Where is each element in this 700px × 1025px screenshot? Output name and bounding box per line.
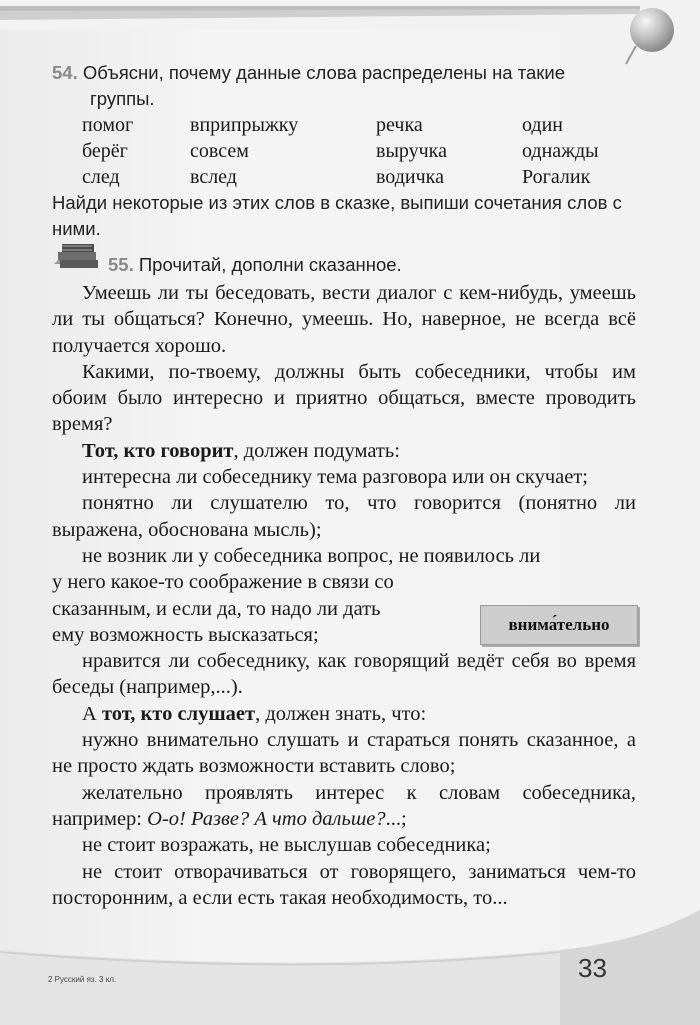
paragraph [52, 780, 636, 833]
paragraph [52, 438, 636, 464]
word: берёг [82, 140, 128, 162]
paragraph: не стоит возражать, не выслушав собеседника; [82, 834, 491, 857]
exercise-54-task2: Найди некоторые из этих слов в сказке, выпиши сочетания слов с ними. [52, 192, 622, 239]
paragraph [52, 701, 636, 727]
main-text [52, 280, 636, 911]
vocabulary-word-box: внима́тельно [480, 605, 638, 645]
page-footer: 2 Русский яз. 3 кл. [48, 975, 117, 984]
text-span: , должен подумать: [233, 439, 400, 462]
exercise-55-task [108, 252, 402, 278]
word: вприпрыжку [190, 114, 299, 136]
balloon-icon [622, 6, 678, 68]
text-span: ...; [385, 807, 407, 830]
top-decorative-bar [0, 0, 700, 30]
word-table [82, 112, 642, 190]
word: однажды [522, 140, 599, 162]
book-stack-icon [52, 238, 102, 274]
text-span: желательно проявлять интерес к словам собеседника, например: [52, 781, 636, 830]
word-row [82, 164, 642, 190]
word-row [82, 112, 642, 138]
italic-phrase: О-о! Разве? А что дальше? [147, 807, 386, 830]
text-span: , должен знать, что: [255, 702, 427, 725]
text-span: А [82, 702, 102, 725]
word: помог [82, 114, 134, 136]
word-row [82, 138, 642, 164]
paragraph: нужно внимательно слушать и стараться понять сказанное, а не просто ждать возможности вставить слово; [52, 729, 636, 778]
word: вслед [190, 166, 237, 188]
paragraph: понятно ли слушателю то, что говорится (понятно ли выражена, обоснована мысль); [52, 492, 636, 541]
word: водичка [376, 166, 444, 188]
exercise-number: 54. [52, 62, 78, 83]
paragraph: Какими, по-твоему, должны быть собеседники, чтобы им обоим было интересно и приятно общаться, вместе проводить время? [52, 360, 636, 436]
paragraph: не возник ли у собеседника вопрос, не появилось ли [82, 544, 541, 567]
paragraph: интересна ли собеседнику тема разговора или он скучает; [82, 466, 588, 489]
paragraph: нравится ли собеседнику, как говорящий ведёт себя во время беседы (например,...). [52, 650, 636, 699]
word: след [82, 166, 120, 188]
paragraph: у него какое-то соображение в связи со [52, 571, 394, 594]
word: совсем [190, 140, 249, 162]
page-number: 33 [578, 953, 607, 983]
exercise-task: Объясни, почему данные слова распределены на такие [82, 62, 566, 83]
word: речка [376, 114, 423, 136]
exercise-task-cont: группы. [90, 88, 155, 109]
bold-phrase: тот, кто слушает [101, 702, 256, 725]
exercise-task: Прочитай, дополни сказанное. [138, 254, 402, 275]
bold-phrase: Тот, кто говорит [82, 439, 234, 462]
paragraph: Умеешь ли ты беседовать, вести диалог с кем-нибудь, умеешь ли ты общаться? Конечно, умеешь. Но, наверное, не всегда всё получается хорошо. [52, 282, 636, 357]
paragraph: сказанным, и если да, то надо ли дать [52, 597, 381, 620]
word: один [522, 114, 564, 136]
paragraph: ему возможность высказаться; [52, 623, 319, 646]
exercise-number: 55. [108, 254, 134, 275]
word: выручка [376, 140, 447, 162]
word: Рогалик [522, 166, 591, 188]
paragraph: не стоит отворачиваться от говорящего, заниматься чем-то посторонним, а если есть такая необходимость, то... [52, 860, 636, 909]
exercise-54-task [52, 60, 642, 112]
